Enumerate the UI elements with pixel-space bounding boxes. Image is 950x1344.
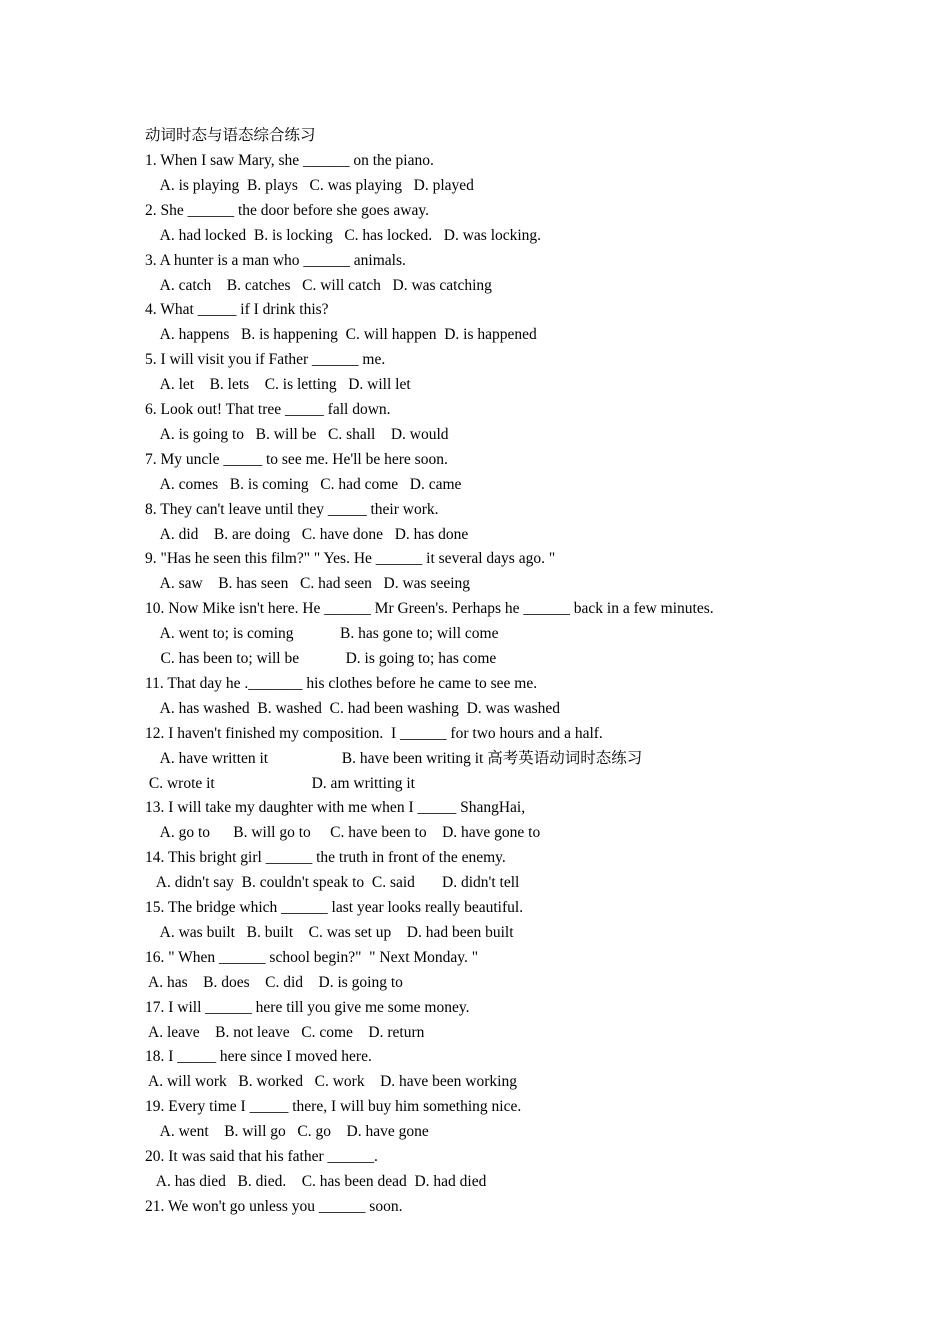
question-stem: 20. It was said that his father ______. — [145, 1148, 378, 1165]
question-stem: 1. When I saw Mary, she ______ on the piano. — [145, 152, 434, 169]
question-stem: 5. I will visit you if Father ______ me. — [145, 351, 386, 369]
answer-options: A. had locked B. is locking C. has locked. D. was locking. — [145, 226, 542, 244]
question-stem: 13. I will take my daughter with me when I _____ ShangHai, — [145, 799, 526, 817]
question-stem: 3. A hunter is a man who ______ animals. — [145, 251, 406, 269]
question-stem: 9. "Has he seen this film?" " Yes. He ______ it several days ago. " — [145, 550, 556, 568]
answer-options: A. did B. are doing C. have done D. has done — [145, 525, 469, 543]
question-stem: 6. Look out! That tree _____ fall down. — [145, 401, 391, 418]
answer-options: A. have written it B. have been writing it 高考英语动词时态练习 — [145, 749, 643, 767]
answer-options: A. has died B. died. C. has been dead D. had died — [145, 1172, 487, 1190]
question-stem: 17. I will ______ here till you give me some money. — [145, 998, 470, 1016]
question-stem: 7. My uncle _____ to see me. He'll be here soon. — [145, 450, 448, 468]
answer-options: A. has washed B. washed C. had been washing D. was washed — [145, 699, 560, 717]
answer-options: A. went to; is coming B. has gone to; will come — [145, 625, 499, 643]
question-stem: 11. That day he ._______ his clothes before he came to see me. — [145, 674, 538, 692]
answer-options: C. wrote it D. am writting it — [145, 774, 415, 792]
answer-options: C. has been to; will be D. is going to; has come — [145, 650, 497, 667]
answer-options: A. was built B. built C. was set up D. had been built — [145, 923, 514, 941]
question-stem: 4. What _____ if I drink this? — [145, 301, 329, 319]
answer-options: A. saw B. has seen C. had seen D. was seeing — [145, 575, 471, 593]
answer-options: A. happens B. is happening C. will happen D. is happened — [145, 326, 537, 344]
question-stem: 16. " When ______ school begin?" " Next Monday. " — [145, 948, 479, 966]
question-stem: 14. This bright girl ______ the truth in front of the enemy. — [145, 849, 506, 867]
answer-options: A. didn't say B. couldn't speak to C. said D. didn't tell — [145, 874, 520, 892]
answer-options: A. is going to B. will be C. shall D. would — [145, 425, 449, 443]
answer-options: A. has B. does C. did D. is going to — [145, 973, 403, 991]
question-stem: 8. They can't leave until they _____ their work. — [145, 500, 439, 518]
question-stem: 19. Every time I _____ there, I will buy him something nice. — [145, 1098, 522, 1116]
question-stem: 2. She ______ the door before she goes away. — [145, 201, 429, 219]
answer-options: A. leave B. not leave C. come D. return — [145, 1023, 425, 1041]
question-stem: 10. Now Mike isn't here. He ______ Mr Green's. Perhaps he ______ back in a few minutes. — [145, 600, 714, 618]
answer-options: A. let B. lets C. is letting D. will let — [145, 376, 411, 394]
question-stem: 21. We won't go unless you ______ soon. — [145, 1197, 403, 1215]
question-stem: 12. I haven't finished my composition. I ______ for two hours and a half. — [145, 724, 603, 742]
answer-options: A. will work B. worked C. work D. have been working — [145, 1073, 517, 1091]
document-title: 动词时态与语态综合练习 — [145, 127, 316, 144]
answer-options: A. catch B. catches C. will catch D. was catching — [145, 276, 492, 294]
question-stem: 15. The bridge which ______ last year looks really beautiful. — [145, 899, 524, 916]
answer-options: A. comes B. is coming C. had come D. came — [145, 475, 462, 493]
answer-options: A. went B. will go C. go D. have gone — [145, 1123, 429, 1141]
answer-options: A. go to B. will go to C. have been to D. have gone to — [145, 824, 541, 842]
answer-options: A. is playing B. plays C. was playing D. played — [145, 176, 474, 194]
question-stem: 18. I _____ here since I moved here. — [145, 1048, 372, 1066]
